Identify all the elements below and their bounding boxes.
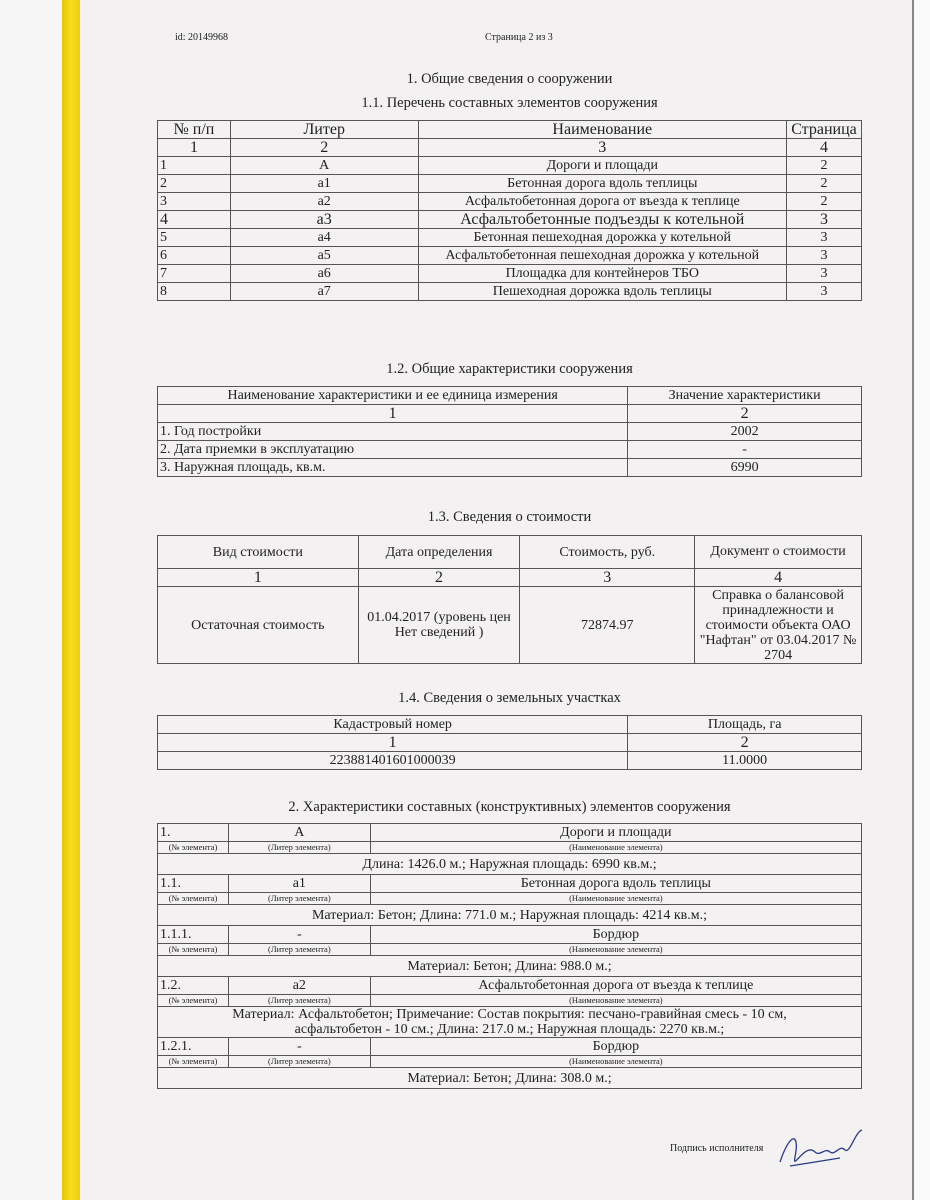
row-page: 3 [787, 283, 862, 301]
number-cell: 1 [158, 569, 359, 587]
element-caption-row [158, 1056, 862, 1068]
row-liter: а1 [230, 175, 418, 193]
characteristic-value: - [628, 441, 862, 459]
element-name: Бордюр [370, 926, 861, 944]
header-cell: Вид стоимости [158, 536, 359, 569]
row-liter: А [230, 157, 418, 175]
row-page: 3 [787, 211, 862, 229]
header-cell: Наименование характеристики и ее единица измерения [158, 387, 628, 405]
row-name: Асфальтобетонные подъезды к котельной [418, 211, 786, 229]
header-cell: Кадастровый номер [158, 716, 628, 734]
cost-value: 72874.97 [520, 587, 695, 664]
section-2-title: 2. Характеристики составных (конструктивных) элементов сооружения [288, 799, 731, 815]
caption-number: (№ элемента) [158, 893, 229, 905]
signature-icon [770, 1122, 870, 1182]
row-page: 2 [787, 157, 862, 175]
table-row [158, 283, 862, 301]
number-cell: 3 [520, 569, 695, 587]
element-liter: а1 [228, 875, 370, 893]
land-title: 1.4. Сведения о земельных участках [398, 690, 621, 706]
element-name: Дороги и площади [370, 824, 861, 842]
element-description-row [158, 1068, 862, 1089]
number-cell: 4 [695, 569, 862, 587]
element-caption-row [158, 842, 862, 854]
binder-strip [62, 0, 80, 1200]
table-row [158, 265, 862, 283]
element-description-row [158, 854, 862, 875]
element-liter: - [228, 1038, 370, 1056]
row-page: 2 [787, 175, 862, 193]
land-table [157, 715, 862, 770]
table-row [158, 247, 862, 265]
document-id: id: 20149968 [175, 32, 229, 43]
header-cell: Страница [787, 121, 862, 139]
header-cell: Площадь, га [628, 716, 862, 734]
element-description: Материал: Бетон; Длина: 771.0 м.; Наружная площадь: 4214 кв.м.; [158, 905, 862, 926]
element-description-row [158, 905, 862, 926]
caption-number: (№ элемента) [158, 842, 229, 854]
characteristic-name: 2. Дата приемки в эксплуатацию [158, 441, 628, 459]
caption-name: (Наименование элемента) [370, 944, 861, 956]
header-cell: Литер [230, 121, 418, 139]
table-row [158, 175, 862, 193]
row-number: 3 [158, 193, 231, 211]
row-liter: а6 [230, 265, 418, 283]
row-number: 5 [158, 229, 231, 247]
caption-number: (№ элемента) [158, 944, 229, 956]
scan-margin [0, 0, 62, 1200]
cost-date: 01.04.2017 (уровень цен Нет сведений ) [358, 587, 520, 664]
number-cell: 3 [418, 139, 786, 157]
element-caption-row [158, 944, 862, 956]
number-cell: 1 [158, 139, 231, 157]
row-number: 7 [158, 265, 231, 283]
caption-number: (№ элемента) [158, 1056, 229, 1068]
row-number: 1 [158, 157, 231, 175]
element-description: Длина: 1426.0 м.; Наружная площадь: 6990 кв.м.; [158, 854, 862, 875]
number-cell: 4 [787, 139, 862, 157]
header-cell: Значение характеристики [628, 387, 862, 405]
row-name: Дороги и площади [418, 157, 786, 175]
element-number: 1.1. [158, 875, 229, 893]
element-name: Асфальтобетонная дорога от въезда к теплице [370, 977, 861, 995]
element-name: Бетонная дорога вдоль теплицы [370, 875, 861, 893]
table-row [158, 441, 862, 459]
row-name: Площадка для контейнеров ТБО [418, 265, 786, 283]
element-number: 1.2. [158, 977, 229, 995]
caption-liter: (Литер элемента) [228, 995, 370, 1007]
caption-liter: (Литер элемента) [228, 944, 370, 956]
table-row [158, 211, 862, 229]
table-row [158, 459, 862, 477]
row-liter: а2 [230, 193, 418, 211]
table-row [158, 157, 862, 175]
row-number: 6 [158, 247, 231, 265]
signature-label: Подпись исполнителя [670, 1143, 764, 1154]
number-cell: 2 [628, 405, 862, 423]
row-number: 8 [158, 283, 231, 301]
cost-title: 1.3. Сведения о стоимости [427, 509, 592, 525]
caption-liter: (Литер элемента) [228, 842, 370, 854]
caption-liter: (Литер элемента) [228, 893, 370, 905]
characteristics-table [157, 386, 862, 477]
element-description: Материал: Асфальтобетон; Примечание: Состав покрытия: песчано-гравийная смесь - 10 см, асфальтобетон - 10 см.; Длина: 217.0 м.; Наружная площадь: 2270 кв.м.; [158, 1007, 862, 1038]
element-row [158, 926, 862, 944]
row-name: Бетонная дорога вдоль теплицы [418, 175, 786, 193]
characteristic-name: 1. Год постройки [158, 423, 628, 441]
element-row [158, 824, 862, 842]
row-name: Пешеходная дорожка вдоль теплицы [418, 283, 786, 301]
number-cell: 1 [158, 734, 628, 752]
element-description-row [158, 956, 862, 977]
element-description: Материал: Бетон; Длина: 988.0 м.; [158, 956, 862, 977]
characteristics-title: 1.2. Общие характеристики сооружения [386, 361, 633, 377]
header-cell: Наименование [418, 121, 786, 139]
number-cell: 2 [230, 139, 418, 157]
scan-edge [912, 0, 930, 1200]
table-row [158, 423, 862, 441]
header-cell: № п/п [158, 121, 231, 139]
characteristic-value: 6990 [628, 459, 862, 477]
page-number: Страница 2 из 3 [485, 32, 553, 43]
row-page: 3 [787, 229, 862, 247]
caption-number: (№ элемента) [158, 995, 229, 1007]
element-description-row [158, 1007, 862, 1038]
element-description: Материал: Бетон; Длина: 308.0 м.; [158, 1068, 862, 1089]
element-row [158, 977, 862, 995]
row-liter: а5 [230, 247, 418, 265]
element-caption-row [158, 995, 862, 1007]
row-page: 2 [787, 193, 862, 211]
element-row [158, 875, 862, 893]
caption-name: (Наименование элемента) [370, 1056, 861, 1068]
header-cell: Дата определения [358, 536, 520, 569]
caption-name: (Наименование элемента) [370, 842, 861, 854]
characteristic-name: 3. Наружная площадь, кв.м. [158, 459, 628, 477]
caption-name: (Наименование элемента) [370, 893, 861, 905]
section-1-title: 1. Общие сведения о сооружении [406, 71, 613, 87]
structural-elements-table [157, 823, 862, 1089]
caption-liter: (Литер элемента) [228, 1056, 370, 1068]
header-cell: Стоимость, руб. [520, 536, 695, 569]
row-liter: а7 [230, 283, 418, 301]
element-caption-row [158, 893, 862, 905]
table-row [158, 229, 862, 247]
row-number: 4 [158, 211, 231, 229]
cost-document: Справка о балансовой принадлежности и стоимости объекта ОАО "Нафтан" от 03.04.2017 № 2704 [695, 587, 862, 664]
land-area: 11.0000 [628, 752, 862, 770]
number-cell: 2 [628, 734, 862, 752]
element-name: Бордюр [370, 1038, 861, 1056]
element-row [158, 1038, 862, 1056]
row-page: 3 [787, 265, 862, 283]
characteristic-value: 2002 [628, 423, 862, 441]
elements-table [157, 120, 862, 301]
row-number: 2 [158, 175, 231, 193]
number-cell: 2 [358, 569, 520, 587]
element-number: 1. [158, 824, 229, 842]
caption-name: (Наименование элемента) [370, 995, 861, 1007]
row-page: 3 [787, 247, 862, 265]
element-number: 1.2.1. [158, 1038, 229, 1056]
row-liter: а4 [230, 229, 418, 247]
element-liter: - [228, 926, 370, 944]
row-name: Асфальтобетонная пешеходная дорожка у котельной [418, 247, 786, 265]
row-name: Бетонная пешеходная дорожка у котельной [418, 229, 786, 247]
cost-type: Остаточная стоимость [158, 587, 359, 664]
element-liter: А [228, 824, 370, 842]
element-number: 1.1.1. [158, 926, 229, 944]
cadastral-number: 223881401601000039 [158, 752, 628, 770]
table-row [158, 193, 862, 211]
elements-title: 1.1. Перечень составных элементов сооружения [361, 95, 658, 111]
element-liter: а2 [228, 977, 370, 995]
cost-table [157, 535, 862, 664]
row-liter: а3 [230, 211, 418, 229]
header-cell: Документ о стоимости [695, 536, 862, 569]
row-name: Асфальтобетонная дорога от въезда к теплице [418, 193, 786, 211]
number-cell: 1 [158, 405, 628, 423]
